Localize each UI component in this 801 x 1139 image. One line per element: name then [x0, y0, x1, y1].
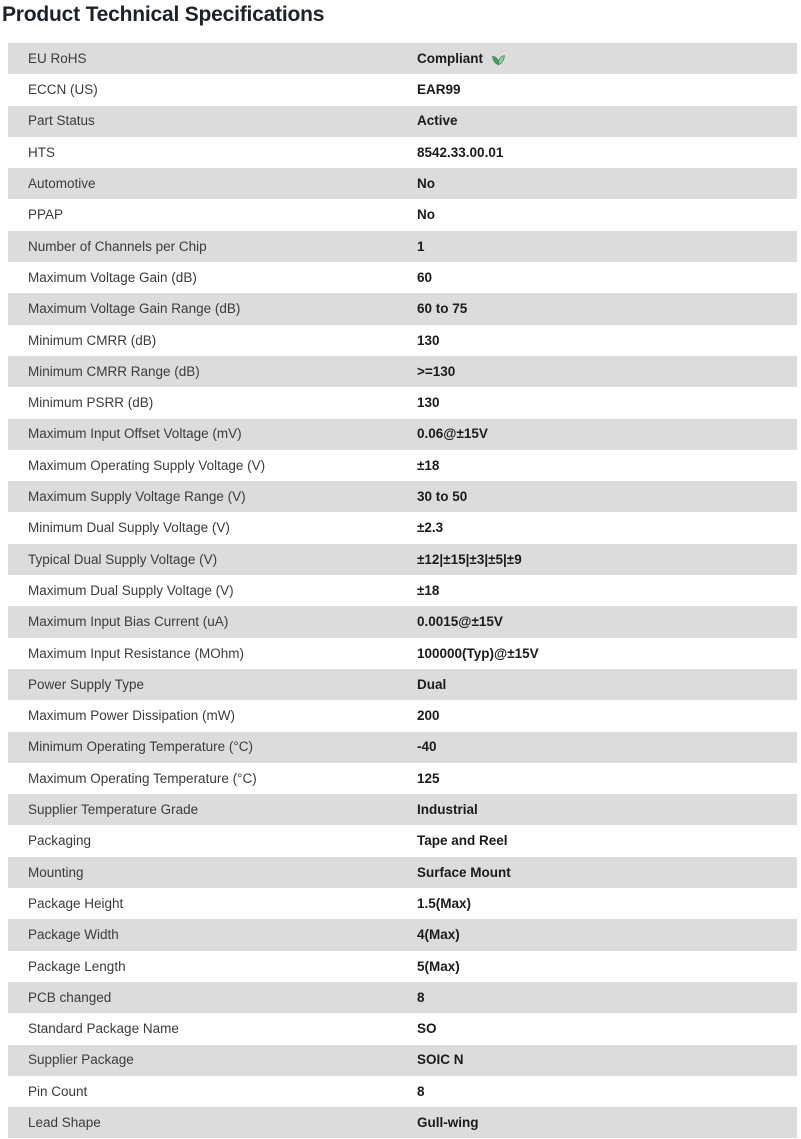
- spec-value-text: 125: [417, 770, 440, 786]
- spec-row: [8, 74, 797, 105]
- spec-label: Minimum CMRR Range (dB): [28, 363, 200, 379]
- spec-label: Minimum Dual Supply Voltage (V): [28, 520, 230, 536]
- spec-value-text: No: [417, 176, 435, 192]
- spec-row: [8, 137, 797, 168]
- spec-label: Maximum Supply Voltage Range (V): [28, 489, 246, 505]
- spec-value-text: Dual: [417, 676, 447, 692]
- spec-value-text: 130: [417, 332, 440, 348]
- spec-value-text: 0.06@±15V: [417, 426, 488, 442]
- spec-label: Maximum Input Offset Voltage (mV): [28, 426, 242, 442]
- spec-value: [417, 302, 797, 316]
- spec-label: Maximum Operating Temperature (°C): [28, 770, 257, 786]
- spec-label: EU RoHS: [28, 50, 87, 66]
- spec-label: Maximum Power Dissipation (mW): [28, 708, 236, 724]
- leaf-icon: [491, 51, 506, 66]
- spec-label: Minimum CMRR (dB): [28, 332, 157, 348]
- spec-row: [8, 1013, 797, 1044]
- spec-value: [417, 334, 797, 348]
- spec-label: Pin Count: [28, 1083, 88, 1099]
- spec-value: [417, 240, 797, 254]
- spec-value-text: Compliant: [417, 50, 483, 66]
- spec-row: [8, 168, 797, 199]
- spec-value-text: Gull-wing: [417, 1114, 479, 1130]
- spec-label: Maximum Input Resistance (MOhm): [28, 645, 245, 661]
- spec-row: [8, 669, 797, 700]
- spec-value-text: SO: [417, 1021, 437, 1037]
- spec-label: Supplier Temperature Grade: [28, 802, 199, 818]
- spec-row: [8, 888, 797, 919]
- spec-value: [417, 647, 797, 661]
- spec-row: [8, 356, 797, 387]
- spec-row: [8, 794, 797, 825]
- spec-value-text: ±18: [417, 582, 440, 598]
- spec-value-text: ±12|±15|±3|±5|±9: [417, 551, 522, 567]
- spec-label: Packaging: [28, 833, 92, 849]
- spec-label: Package Length: [28, 958, 126, 974]
- spec-row: [8, 43, 797, 74]
- spec-row: [8, 1045, 797, 1076]
- spec-label: Number of Channels per Chip: [28, 238, 207, 254]
- spec-label: Automotive: [28, 176, 96, 192]
- spec-value-text: ±2.3: [417, 520, 444, 536]
- spec-value-text: >=130: [417, 363, 456, 379]
- spec-value: [417, 490, 797, 504]
- spec-value: [417, 991, 797, 1005]
- spec-label: Mounting: [28, 864, 84, 880]
- spec-value: [417, 553, 797, 567]
- spec-value: [417, 740, 797, 754]
- spec-value-text: EAR99: [417, 82, 461, 98]
- spec-row: [8, 293, 797, 324]
- spec-value: [417, 803, 797, 817]
- spec-row: [8, 231, 797, 262]
- spec-value-text: Surface Mount: [417, 864, 511, 880]
- spec-row: [8, 387, 797, 418]
- spec-value-text: 1.5(Max): [417, 895, 472, 911]
- spec-label: Lead Shape: [28, 1114, 101, 1130]
- spec-value: [417, 1085, 797, 1099]
- spec-value-text: SOIC N: [417, 1052, 464, 1068]
- spec-value: [417, 897, 797, 911]
- spec-row: [8, 638, 797, 669]
- spec-value: [417, 114, 797, 128]
- spec-value-text: 100000(Typ)@±15V: [417, 645, 539, 661]
- spec-label: Minimum PSRR (dB): [28, 395, 154, 411]
- spec-row: [8, 419, 797, 450]
- spec-value: [417, 709, 797, 723]
- spec-row: [8, 951, 797, 982]
- spec-value-text: 8542.33.00.01: [417, 144, 504, 160]
- spec-value: [417, 772, 797, 786]
- spec-value-text: -40: [417, 739, 437, 755]
- spec-value-text: 60 to 75: [417, 301, 468, 317]
- spec-value: [417, 1116, 797, 1130]
- spec-label: Typical Dual Supply Voltage (V): [28, 551, 218, 567]
- spec-value: [417, 960, 797, 974]
- spec-label: Power Supply Type: [28, 676, 145, 692]
- spec-row: [8, 825, 797, 856]
- spec-label: Supplier Package: [28, 1052, 134, 1068]
- spec-value-text: 130: [417, 395, 440, 411]
- spec-row: [8, 262, 797, 293]
- spec-row: [8, 700, 797, 731]
- spec-value-text: 5(Max): [417, 958, 460, 974]
- spec-value-text: 200: [417, 708, 440, 724]
- spec-value-text: 4(Max): [417, 927, 460, 943]
- spec-value: [417, 177, 797, 191]
- spec-row: [8, 512, 797, 543]
- spec-value-text: No: [417, 207, 435, 223]
- spec-row: [8, 325, 797, 356]
- spec-row: [8, 106, 797, 137]
- page-title: Product Technical Specifications: [2, 3, 325, 26]
- spec-value: [417, 866, 797, 880]
- spec-value-text: Tape and Reel: [417, 833, 508, 849]
- spec-row: [8, 857, 797, 888]
- spec-value: [417, 51, 797, 66]
- spec-value: [417, 271, 797, 285]
- spec-row: [8, 919, 797, 950]
- spec-label: ECCN (US): [28, 82, 98, 98]
- spec-value: [417, 83, 797, 97]
- spec-label: Maximum Input Bias Current (uA): [28, 614, 229, 630]
- spec-value-text: ±18: [417, 457, 440, 473]
- spec-value: [417, 1053, 797, 1067]
- spec-label: Standard Package Name: [28, 1021, 179, 1037]
- spec-label: Package Height: [28, 895, 124, 911]
- spec-row: [8, 763, 797, 794]
- spec-value-text: 30 to 50: [417, 489, 468, 505]
- spec-value: [417, 365, 797, 379]
- spec-value: [417, 459, 797, 473]
- spec-value: [417, 928, 797, 942]
- spec-row: [8, 1107, 797, 1138]
- spec-label: Maximum Voltage Gain (dB): [28, 269, 197, 285]
- spec-value: [417, 834, 797, 848]
- spec-row: [8, 575, 797, 606]
- spec-value-text: 8: [417, 1083, 425, 1099]
- spec-label: HTS: [28, 144, 55, 160]
- spec-label: PCB changed: [28, 989, 112, 1005]
- spec-label: Maximum Operating Supply Voltage (V): [28, 457, 266, 473]
- spec-row: [8, 732, 797, 763]
- spec-label: Maximum Dual Supply Voltage (V): [28, 582, 234, 598]
- spec-value: [417, 615, 797, 629]
- spec-value-text: Industrial: [417, 802, 478, 818]
- spec-row: [8, 982, 797, 1013]
- spec-value: [417, 427, 797, 441]
- spec-label: Part Status: [28, 113, 95, 129]
- spec-value: [417, 1022, 797, 1036]
- spec-value-text: Active: [417, 113, 458, 129]
- spec-label: Package Width: [28, 927, 119, 943]
- spec-value: [417, 521, 797, 535]
- spec-row: [8, 606, 797, 637]
- spec-label: Minimum Operating Temperature (°C): [28, 739, 253, 755]
- spec-value-text: 1: [417, 238, 425, 254]
- spec-label: Maximum Voltage Gain Range (dB): [28, 301, 241, 317]
- spec-value: [417, 208, 797, 222]
- spec-row: [8, 450, 797, 481]
- spec-row: [8, 481, 797, 512]
- spec-value-text: 60: [417, 269, 433, 285]
- spec-value: [417, 584, 797, 598]
- spec-value-text: 0.0015@±15V: [417, 614, 503, 630]
- spec-value-text: 8: [417, 989, 425, 1005]
- spec-value: [417, 678, 797, 692]
- spec-row: [8, 544, 797, 575]
- spec-table: [8, 43, 797, 1138]
- spec-value: [417, 146, 797, 160]
- spec-row: [8, 199, 797, 230]
- spec-label: PPAP: [28, 207, 64, 223]
- spec-row: [8, 1076, 797, 1107]
- spec-value: [417, 396, 797, 410]
